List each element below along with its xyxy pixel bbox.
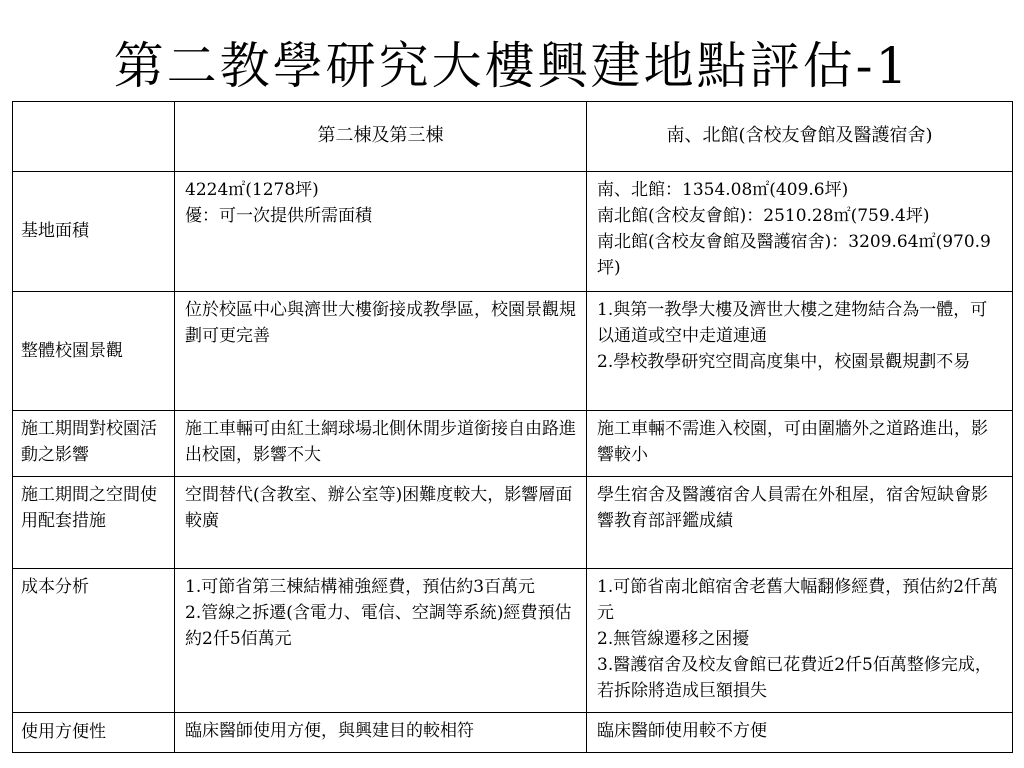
row-label-cost-analysis: 成本分析 xyxy=(13,569,175,713)
cell-option-b: 1.可節省南北館宿舍老舊大幅翻修經費，預估約2仟萬元 2.無管線遷移之困擾 3.醫護宿舍及校友會館已花費近2仟5佰萬整修完成，若拆除將造成巨額損失 xyxy=(587,569,1013,713)
row-label-campus-view: 整體校園景觀 xyxy=(13,292,175,411)
row-label-space-measures: 施工期間之空間使用配套措施 xyxy=(13,477,175,569)
cell-option-b: 1.與第一教學大樓及濟世大樓之建物結合為一體，可以通道或空中走道連通 2.學校教學研究空間高度集中，校園景觀規劃不易 xyxy=(587,292,1013,411)
cell-option-b: 臨床醫師使用較不方便 xyxy=(587,713,1013,753)
table-header-row xyxy=(13,102,1013,172)
cell-option-a: 空間替代(含教室、辦公室等)困難度較大，影響層面較廣 xyxy=(175,477,587,569)
table-row xyxy=(13,411,1013,477)
table-row xyxy=(13,713,1013,753)
table-row xyxy=(13,292,1013,411)
cell-option-b: 學生宿舍及醫護宿舍人員需在外租屋，宿舍短缺會影響教育部評鑑成績 xyxy=(587,477,1013,569)
table-row xyxy=(13,569,1013,713)
header-option-a: 第二棟及第三棟 xyxy=(175,102,587,172)
row-label-convenience: 使用方便性 xyxy=(13,713,175,753)
row-label-construction-impact: 施工期間對校園活動之影響 xyxy=(13,411,175,477)
cell-option-b: 施工車輛不需進入校園，可由圍牆外之道路進出，影響較小 xyxy=(587,411,1013,477)
cell-option-a: 1.可節省第三棟結構補強經費，預估約3百萬元 2.管線之拆遷(含電力、電信、空調等系統)經費預估約2仟5佰萬元 xyxy=(175,569,587,713)
header-option-b: 南、北館(含校友會館及醫護宿舍) xyxy=(587,102,1013,172)
cell-option-a: 4224㎡(1278坪) 優：可一次提供所需面積 xyxy=(175,172,587,292)
cell-option-a: 位於校區中心與濟世大樓銜接成教學區，校園景觀規劃可更完善 xyxy=(175,292,587,411)
row-label-site-area: 基地面積 xyxy=(13,172,175,292)
table-row xyxy=(13,477,1013,569)
comparison-table xyxy=(12,101,1013,753)
table-row xyxy=(13,172,1013,292)
page-title: 第二教學研究大樓興建地點評估-1 xyxy=(113,37,911,95)
cell-option-a: 施工車輛可由紅土網球場北側休閒步道銜接自由路進出校園，影響不大 xyxy=(175,411,587,477)
cell-option-a: 臨床醫師使用方便，與興建目的較相符 xyxy=(175,713,587,753)
header-corner-cell xyxy=(13,102,175,172)
cell-option-b: 南、北館：1354.08㎡(409.6坪) 南北館(含校友會館)：2510.28㎡(759.4坪) 南北館(含校友會館及醫護宿舍)：3209.64㎡(970.9坪) xyxy=(587,172,1013,292)
